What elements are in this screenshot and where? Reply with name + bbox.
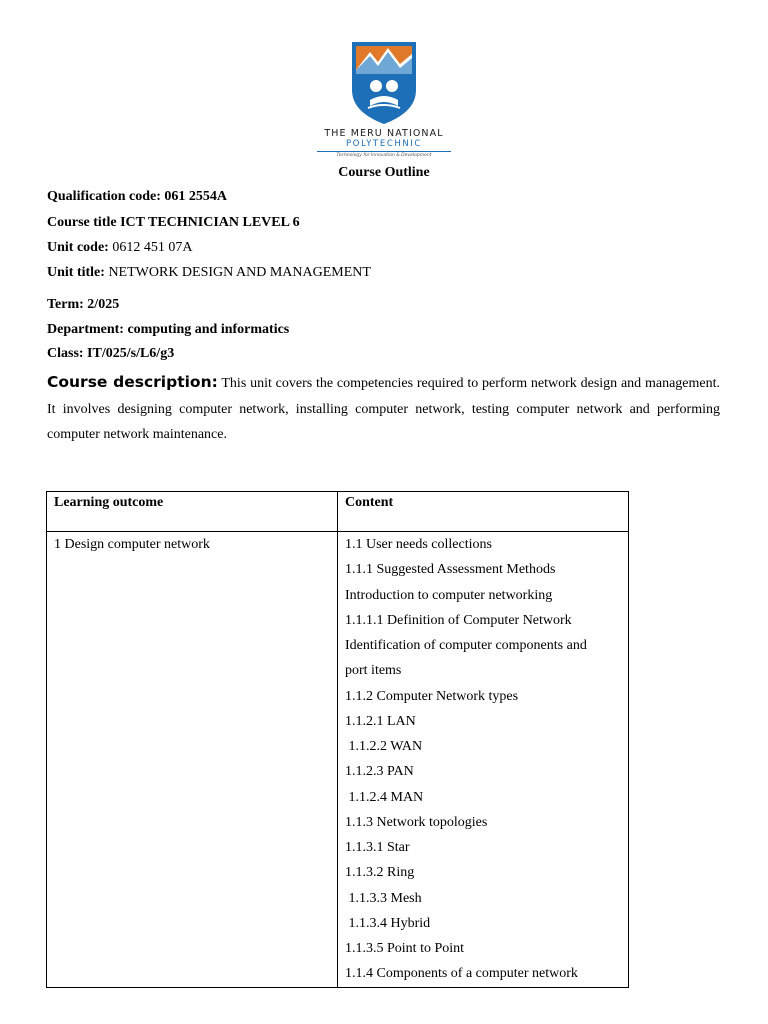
content-list — [345, 532, 621, 987]
list-item: 1.1 User needs collections — [345, 537, 492, 552]
course-title: Course title ICT TECHNICIAN LEVEL 6 — [47, 215, 300, 230]
list-item: 1.1.4 Components of a computer network — [345, 966, 578, 982]
header-content: Content — [338, 492, 629, 532]
content-cell — [338, 532, 629, 988]
list-item: 1.1.3.2 Ring — [345, 865, 415, 881]
term: Term: 2/025 — [47, 297, 120, 312]
unit-code-label: Unit code: — [47, 240, 109, 255]
list-item: 1.1.1 Suggested Assessment Methods — [345, 562, 556, 578]
unit-title-label: Unit title: — [47, 265, 105, 280]
table-header-row — [47, 492, 629, 532]
list-item: Identification of computer components and — [345, 638, 587, 653]
list-item: 1.1.3.1 Star — [345, 840, 410, 855]
unit-title-value: NETWORK DESIGN AND MANAGEMENT — [104, 265, 371, 280]
logo-divider — [317, 151, 451, 152]
qualification-code: Qualification code: 061 2554A — [47, 189, 228, 204]
list-item: 1.1.3.5 Point to Point — [345, 941, 465, 956]
list-item: 1.1.3.4 Hybrid — [345, 915, 431, 931]
list-item: Introduction to computer networking — [345, 587, 553, 603]
unit-code — [47, 240, 192, 256]
list-item: 1.1.2.1 LAN — [345, 713, 416, 729]
outcome-cell — [47, 532, 338, 988]
course-description-text: This unit covers the competencies required to perform network design and management. It involves designing computer network, installing computer network, testing computer network and performing computer network maintenance. — [47, 376, 721, 442]
outcome-text: 1 Design computer network — [54, 537, 210, 552]
logo-tagline: Technology for Innovation & Development — [336, 153, 432, 158]
unit-title — [47, 265, 371, 281]
learning-outcomes-table — [46, 491, 629, 988]
crest-icon — [348, 40, 420, 126]
logo-subtitle: POLYTECHNIC — [346, 139, 422, 149]
table-row — [47, 532, 629, 988]
document-title: Course Outline — [338, 165, 430, 180]
course-description-label: Course description: — [47, 373, 218, 391]
unit-code-value: 0612 451 07A — [108, 240, 193, 255]
list-item: 1.1.3.3 Mesh — [345, 890, 422, 906]
list-item: 1.1.2.3 PAN — [345, 764, 414, 780]
class-code: Class: IT/025/s/L6/g3 — [47, 346, 175, 361]
list-item: 1.1.1.1 Definition of Computer Network — [345, 612, 572, 628]
list-item: 1.1.2 Computer Network types — [345, 688, 519, 704]
header-learning-outcome: Learning outcome — [47, 492, 338, 532]
list-item: 1.1.2.2 WAN — [345, 739, 423, 754]
department: Department: computing and informatics — [47, 322, 290, 337]
course-description — [47, 370, 720, 448]
institution-logo — [312, 40, 456, 160]
list-item: port items — [345, 663, 402, 679]
list-item: 1.1.2.4 MAN — [345, 789, 424, 805]
logo-name: THE MERU NATIONAL — [324, 128, 444, 139]
list-item: 1.1.3 Network topologies — [345, 814, 488, 830]
